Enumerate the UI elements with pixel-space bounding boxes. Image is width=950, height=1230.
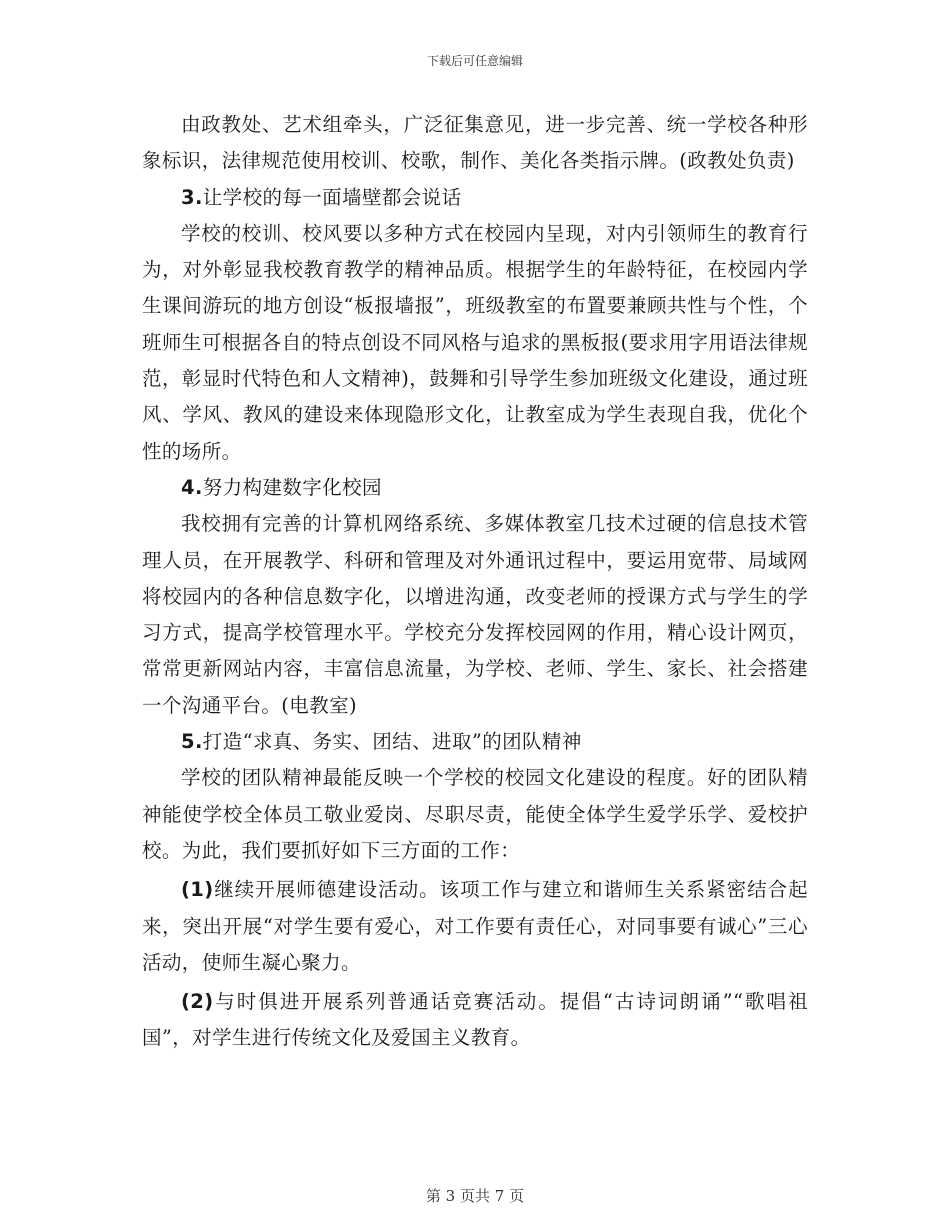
heading-walls-speak <box>142 180 808 216</box>
list-item-text: 与时俱进开展系列普通话竞赛活动。提倡“古诗词朗诵”“歌唱祖国”，对学生进行传统文化及爱国主义教育。 <box>142 990 808 1050</box>
heading-number: 5. <box>181 730 203 754</box>
list-item-teacher-ethics <box>142 872 808 981</box>
heading-text: 努力构建数字化校园 <box>202 475 382 499</box>
list-item-mandarin-contest <box>142 984 808 1057</box>
list-item-number: (2) <box>181 990 214 1014</box>
list-item-number: (1) <box>181 878 214 902</box>
paragraph-digital-campus: 我校拥有完善的计算机网络系统、多媒体教室几技术过硬的信息技术管理人员，在开展教学、科研和管理及对外通讯过程中，要运用宽带、局域网将校园内的各种信息数字化，以增进沟通，改变老师的授课方式与学生的学习方式，提高学校管理水平。学校充分发挥校园网的作用，精心设计网页，常常更新网站内容，丰富信息流量，为学校、老师、学生、家长、社会搭建一个沟通平台。(电教室) <box>142 512 808 717</box>
page-footer: 第 3 页共 7 页 <box>425 1187 525 1205</box>
paragraph-walls: 学校的校训、校风要以多种方式在校园内呈现，对内引领师生的教育行为，对外彰显我校教育教学的精神品质。根据学生的年龄特征，在校园内学生课间游玩的地方创设“板报墙报”，班级教室的布置要兼顾共性与个性，个班师生可根据各自的特点创设不同风格与追求的黑板报(要求用字用语法律规范，彰显时代特色和人文精神)，鼓舞和引导学生参加班级文化建设，通过班风、学风、教风的建设来体现隐形文化，让教室成为学生表现自我，优化个性的场所。 <box>142 221 808 463</box>
page-header: 下载后可任意编辑 <box>426 54 523 68</box>
heading-number: 4. <box>181 475 203 499</box>
paragraph-image-identity: 由政教处、艺术组牵头，广泛征集意见，进一步完善、统一学校各种形象标识，法律规范使用校训、校歌，制作、美化各类指示牌。(政教处负责) <box>142 113 808 173</box>
paragraph-team-spirit: 学校的团队精神最能反映一个学校的校园文化建设的程度。好的团队精神能使学校全体员工敬业爱岗、尽职尽责，能使全体学生爱学乐学、爱校护校。为此，我们要抓好如下三方面的工作： <box>142 766 808 862</box>
list-item-text: 继续开展师德建设活动。该项工作与建立和谐师生关系紧密结合起来，突出开展“对学生要有爱心，对工作要有责任心，对同事要有诚心”三心活动，使师生凝心聚力。 <box>142 878 808 974</box>
heading-team-spirit <box>142 724 808 760</box>
heading-digital-campus <box>142 470 808 506</box>
heading-number: 3. <box>181 185 203 209</box>
heading-text: 让学校的每一面墙壁都会说话 <box>202 185 462 209</box>
heading-text: 打造“求真、务实、团结、进取”的团队精神 <box>202 730 582 754</box>
document-body <box>142 107 808 1057</box>
